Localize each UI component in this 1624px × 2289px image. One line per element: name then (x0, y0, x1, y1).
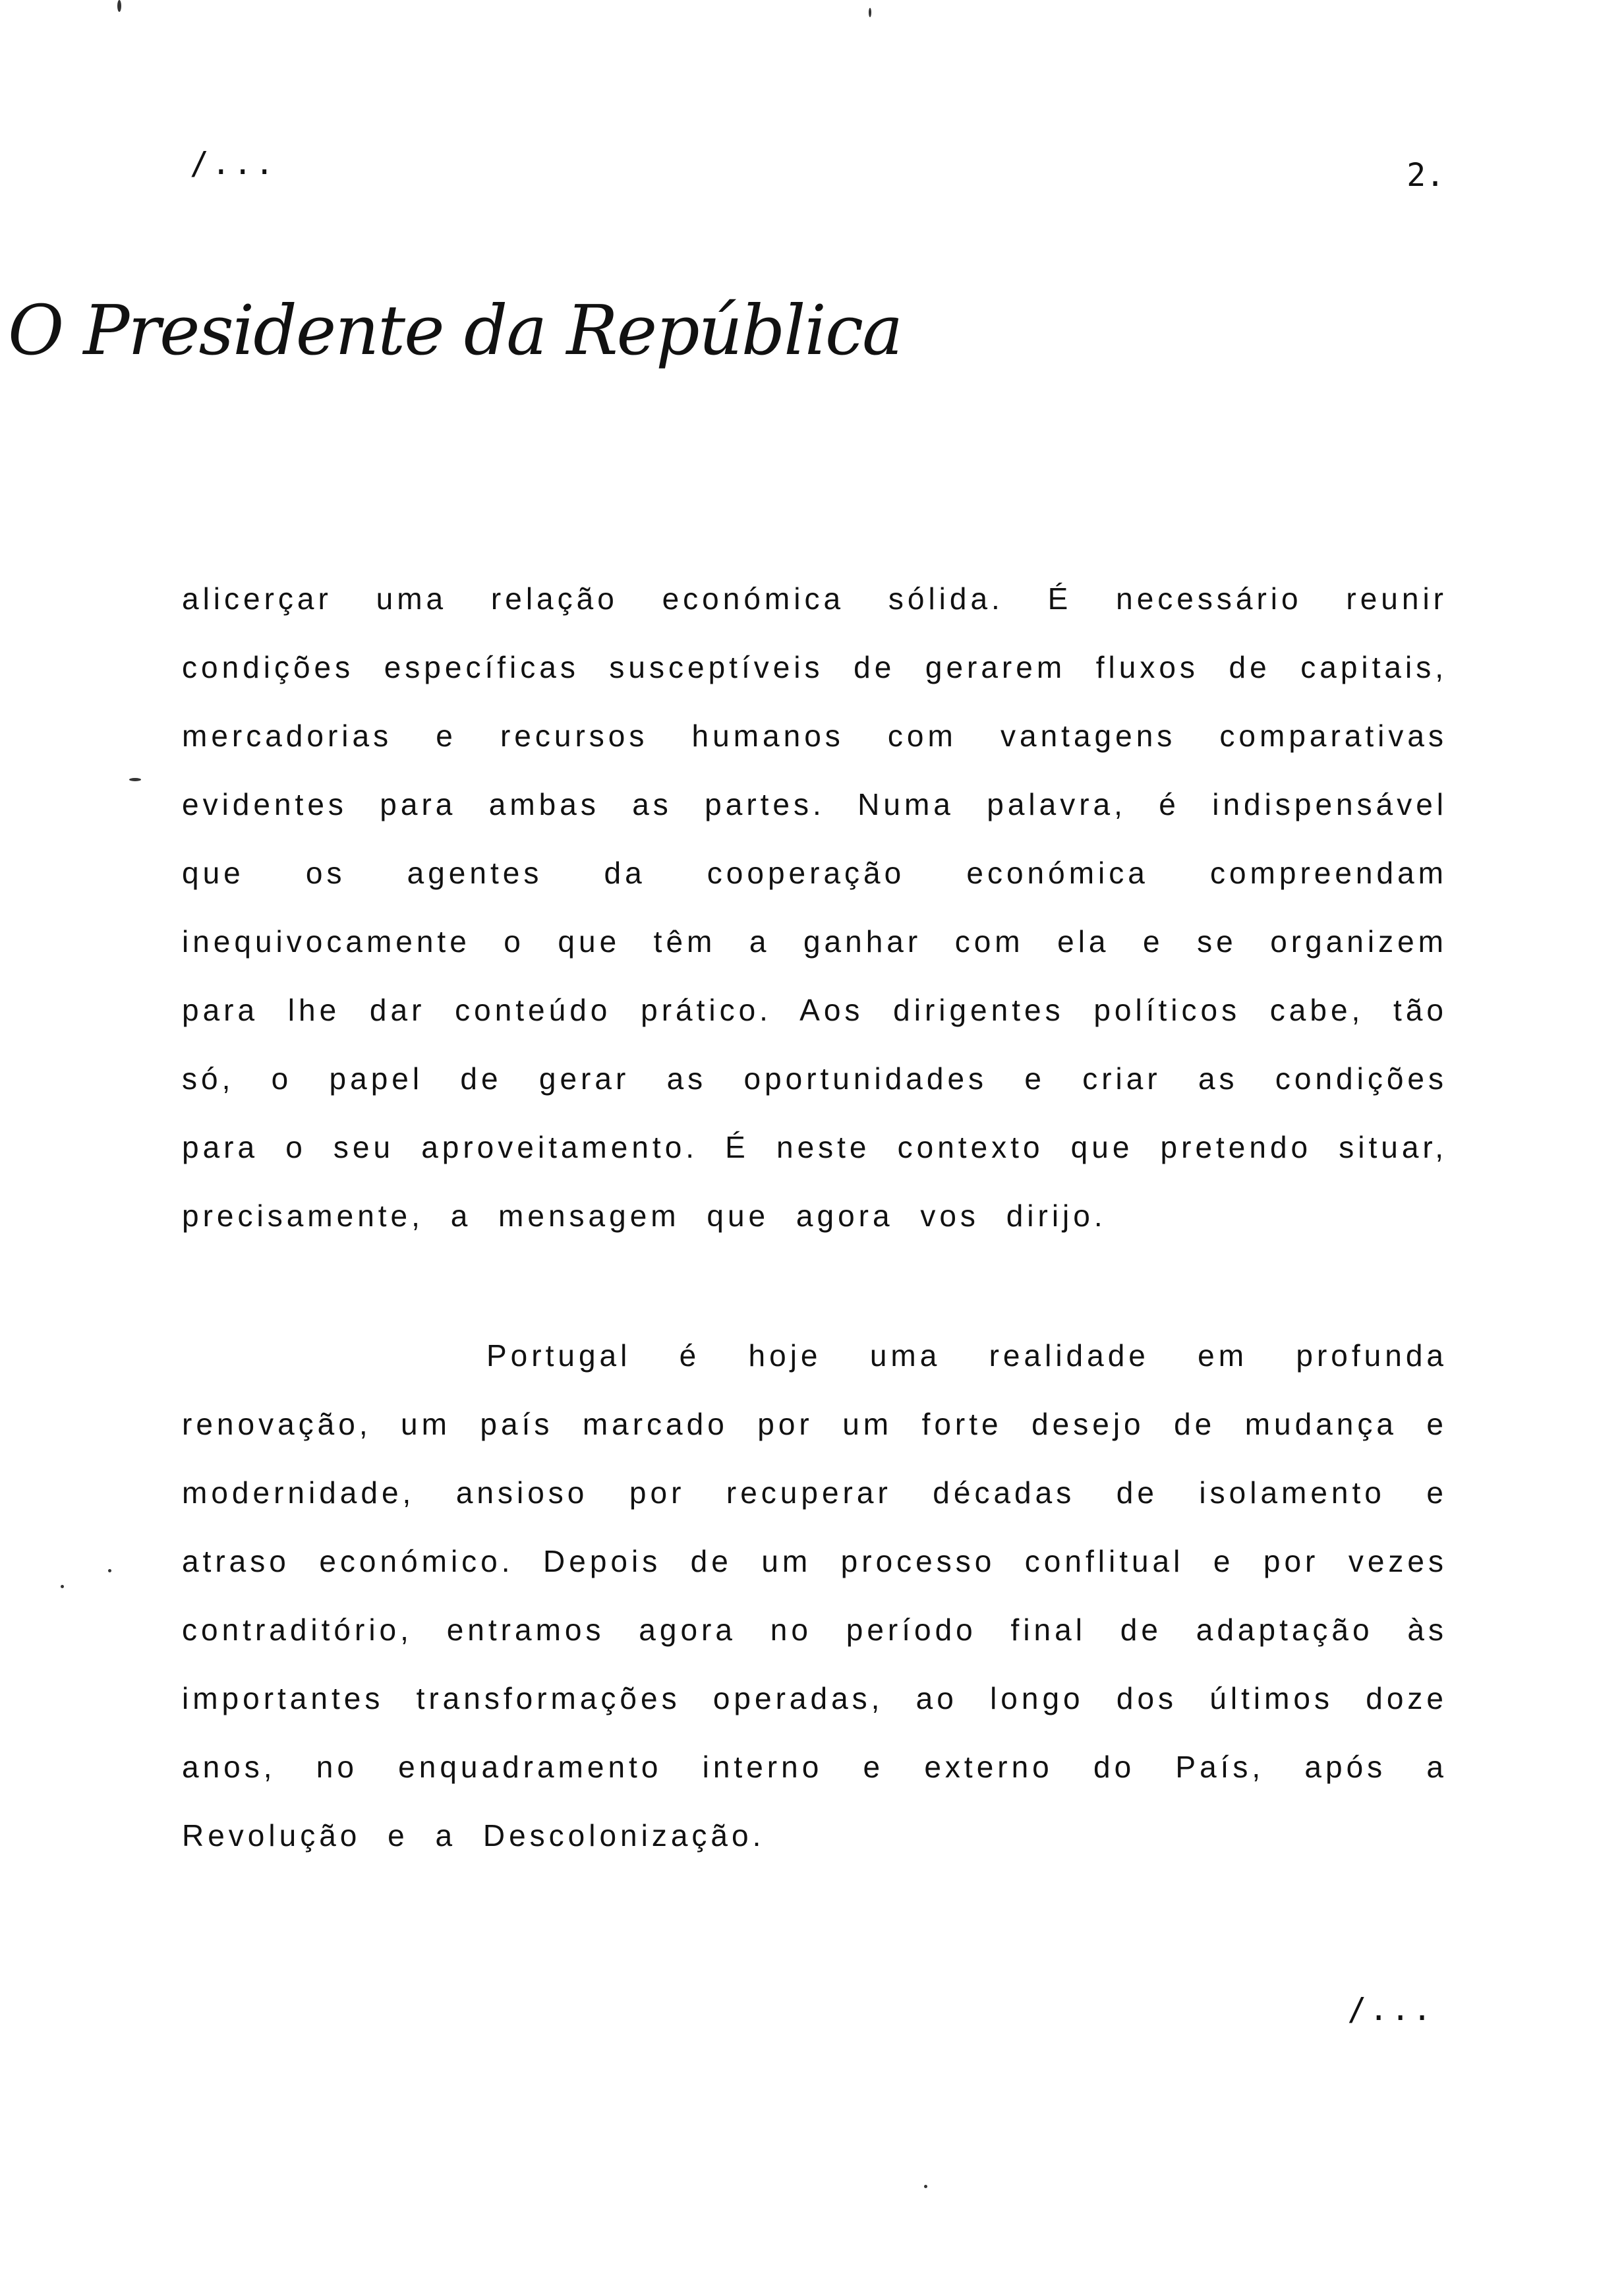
letterhead-title: O Presidente da República (8, 290, 902, 371)
scan-speck (924, 2185, 927, 2188)
scan-speck (117, 0, 121, 12)
scan-speck (108, 1569, 111, 1572)
page-number: 2. (1406, 157, 1445, 194)
scan-speck (869, 8, 871, 17)
body-paragraph-1: alicerçar uma relação económica sólida. É necessário reunir condições específicas susceptíveis de gerarem fluxos de capitais, mercadorias e recursos humanos com vantagens comparativas evidentes para ambas as partes. Numa palavra, é indispensável que os agentes da cooperação económica compreendam inequivocamente o que têm a ganhar com ela e se organizem para lhe dar conteúdo prático. Aos dirigentes políticos cabe, tão só, o papel de gerar as oportunidades e criar as condições para o seu aproveitamento. É neste contexto que pretendo situar, precisamente, a mensagem que agora vos dirijo. (182, 581, 1447, 1233)
scan-speck (61, 1585, 64, 1588)
body-paragraph-2: Portugal é hoje uma realidade em profunda renovação, um país marcado por um forte desejo de mudança e modernidade, ansioso por recuperar décadas de isolamento e atraso económico. Depois de um processo conflitual e por vezes contraditório, entramos agora no período final de adaptação às importantes transformações operadas, ao longo dos últimos doze anos, no enquadramento interno e externo do País, após a Revolução e a Descolonização. (182, 1338, 1447, 1853)
continuation-mark-bottom: /... (1347, 1991, 1434, 2028)
continuation-mark-top: /... (190, 145, 277, 182)
scan-speck (129, 778, 141, 781)
